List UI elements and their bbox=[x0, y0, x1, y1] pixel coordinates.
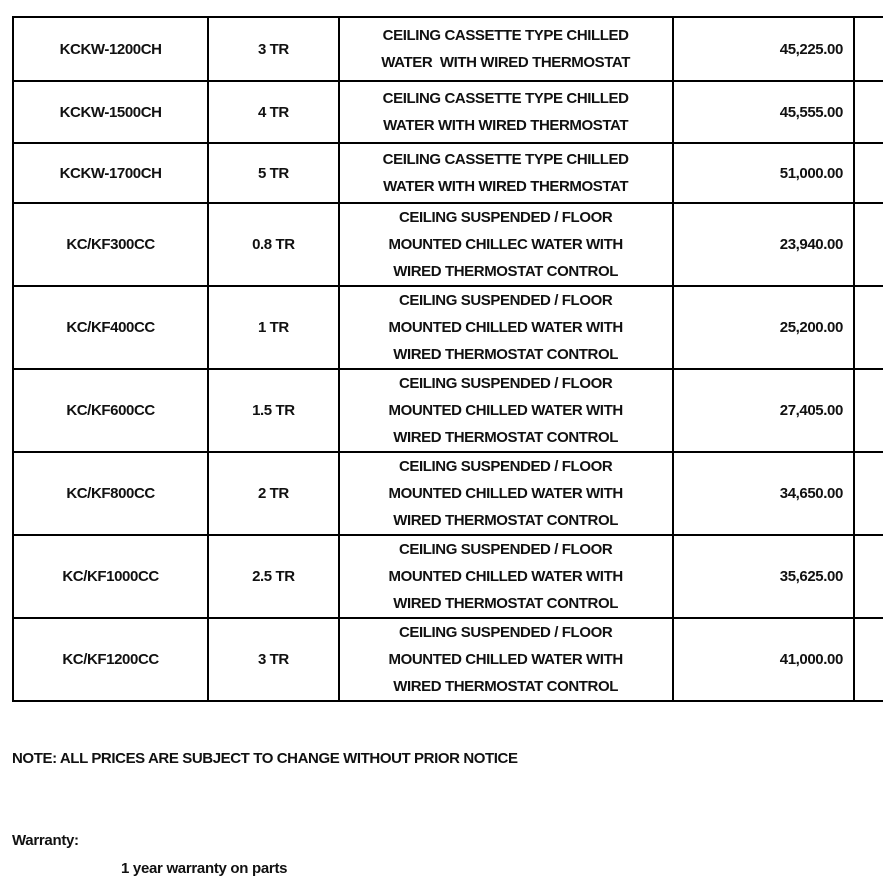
description-line: MOUNTED CHILLED WATER WITH bbox=[388, 568, 623, 585]
model-cell: KC/KF1200CC bbox=[13, 618, 208, 701]
description-line: MOUNTED CHILLED WATER WITH bbox=[388, 651, 623, 668]
description-cell bbox=[339, 452, 673, 535]
capacity-cell: 3 TR bbox=[208, 618, 338, 701]
description-line: MOUNTED CHILLED WATER WITH bbox=[388, 319, 623, 336]
description-line: MOUNTED CHILLED WATER WITH bbox=[388, 402, 623, 419]
description-line: CEILING CASSETTE TYPE CHILLED bbox=[382, 90, 629, 107]
price-cell: 25,200.00 bbox=[673, 286, 854, 369]
description-line: WIRED THERMOSTAT CONTROL bbox=[393, 678, 619, 695]
description-cell bbox=[339, 203, 673, 286]
description-line: WIRED THERMOSTAT CONTROL bbox=[393, 429, 619, 446]
description-cell bbox=[339, 17, 673, 81]
model-cell: KC/KF800CC bbox=[13, 452, 208, 535]
capacity-cell: 2.5 TR bbox=[208, 535, 338, 618]
description-line: WATER WITH WIRED THERMOSTAT bbox=[381, 54, 631, 71]
capacity-cell: 0.8 TR bbox=[208, 203, 338, 286]
price-cell: 45,555.00 bbox=[673, 81, 854, 143]
empty-cell bbox=[854, 81, 883, 143]
description-cell bbox=[339, 143, 673, 203]
price-cell: 45,225.00 bbox=[673, 17, 854, 81]
description-line: CEILING SUSPENDED / FLOOR bbox=[398, 209, 613, 226]
description-line: CEILING SUSPENDED / FLOOR bbox=[398, 375, 613, 392]
description-cell bbox=[339, 286, 673, 369]
description-line: CEILING SUSPENDED / FLOOR bbox=[398, 624, 613, 641]
capacity-cell: 3 TR bbox=[208, 17, 338, 81]
empty-cell bbox=[854, 143, 883, 203]
model-cell: KCKW-1200CH bbox=[13, 17, 208, 81]
price-cell: 41,000.00 bbox=[673, 618, 854, 701]
warranty-text: 1 year warranty on parts bbox=[121, 860, 288, 877]
price-cell: 34,650.00 bbox=[673, 452, 854, 535]
description-line: WIRED THERMOSTAT CONTROL bbox=[393, 595, 619, 612]
table-row bbox=[13, 143, 883, 203]
model-cell: KC/KF300CC bbox=[13, 203, 208, 286]
empty-cell bbox=[854, 535, 883, 618]
capacity-cell: 2 TR bbox=[208, 452, 338, 535]
price-cell: 51,000.00 bbox=[673, 143, 854, 203]
capacity-cell: 1 TR bbox=[208, 286, 338, 369]
table-row bbox=[13, 17, 883, 81]
table-row bbox=[13, 369, 883, 452]
price-cell: 27,405.00 bbox=[673, 369, 854, 452]
capacity-cell: 1.5 TR bbox=[208, 369, 338, 452]
empty-cell bbox=[854, 203, 883, 286]
description-line: WATER WITH WIRED THERMOSTAT bbox=[383, 178, 629, 195]
description-line: MOUNTED CHILLED WATER WITH bbox=[388, 485, 623, 502]
description-line: WIRED THERMOSTAT CONTROL bbox=[393, 263, 619, 280]
empty-cell bbox=[854, 17, 883, 81]
model-cell: KCKW-1500CH bbox=[13, 81, 208, 143]
description-line: WIRED THERMOSTAT CONTROL bbox=[393, 512, 619, 529]
description-line: MOUNTED CHILLEC WATER WITH bbox=[388, 236, 623, 253]
table-row bbox=[13, 618, 883, 701]
description-line: CEILING CASSETTE TYPE CHILLED bbox=[382, 151, 629, 168]
description-cell bbox=[339, 535, 673, 618]
table-row bbox=[13, 535, 883, 618]
model-cell: KC/KF600CC bbox=[13, 369, 208, 452]
description-line: CEILING SUSPENDED / FLOOR bbox=[398, 541, 613, 558]
empty-cell bbox=[854, 286, 883, 369]
empty-cell bbox=[854, 618, 883, 701]
description-cell bbox=[339, 618, 673, 701]
description-line: CEILING SUSPENDED / FLOOR bbox=[398, 292, 613, 309]
price-cell: 35,625.00 bbox=[673, 535, 854, 618]
empty-cell bbox=[854, 452, 883, 535]
description-cell bbox=[339, 81, 673, 143]
table-row bbox=[13, 452, 883, 535]
description-line: CEILING SUSPENDED / FLOOR bbox=[398, 458, 613, 475]
model-cell: KC/KF1000CC bbox=[13, 535, 208, 618]
warranty-label: Warranty: bbox=[12, 832, 79, 849]
capacity-cell: 5 TR bbox=[208, 143, 338, 203]
capacity-cell: 4 TR bbox=[208, 81, 338, 143]
description-line: CEILING CASSETTE TYPE CHILLED bbox=[382, 27, 629, 44]
model-cell: KC/KF400CC bbox=[13, 286, 208, 369]
price-cell: 23,940.00 bbox=[673, 203, 854, 286]
table-row bbox=[13, 81, 883, 143]
price-table bbox=[12, 16, 883, 702]
price-note: NOTE: ALL PRICES ARE SUBJECT TO CHANGE WITHOUT PRIOR NOTICE bbox=[12, 750, 518, 767]
description-cell bbox=[339, 369, 673, 452]
model-cell: KCKW-1700CH bbox=[13, 143, 208, 203]
table-row bbox=[13, 286, 883, 369]
empty-cell bbox=[854, 369, 883, 452]
description-line: WIRED THERMOSTAT CONTROL bbox=[393, 346, 619, 363]
table-row bbox=[13, 203, 883, 286]
description-line: WATER WITH WIRED THERMOSTAT bbox=[383, 117, 629, 134]
